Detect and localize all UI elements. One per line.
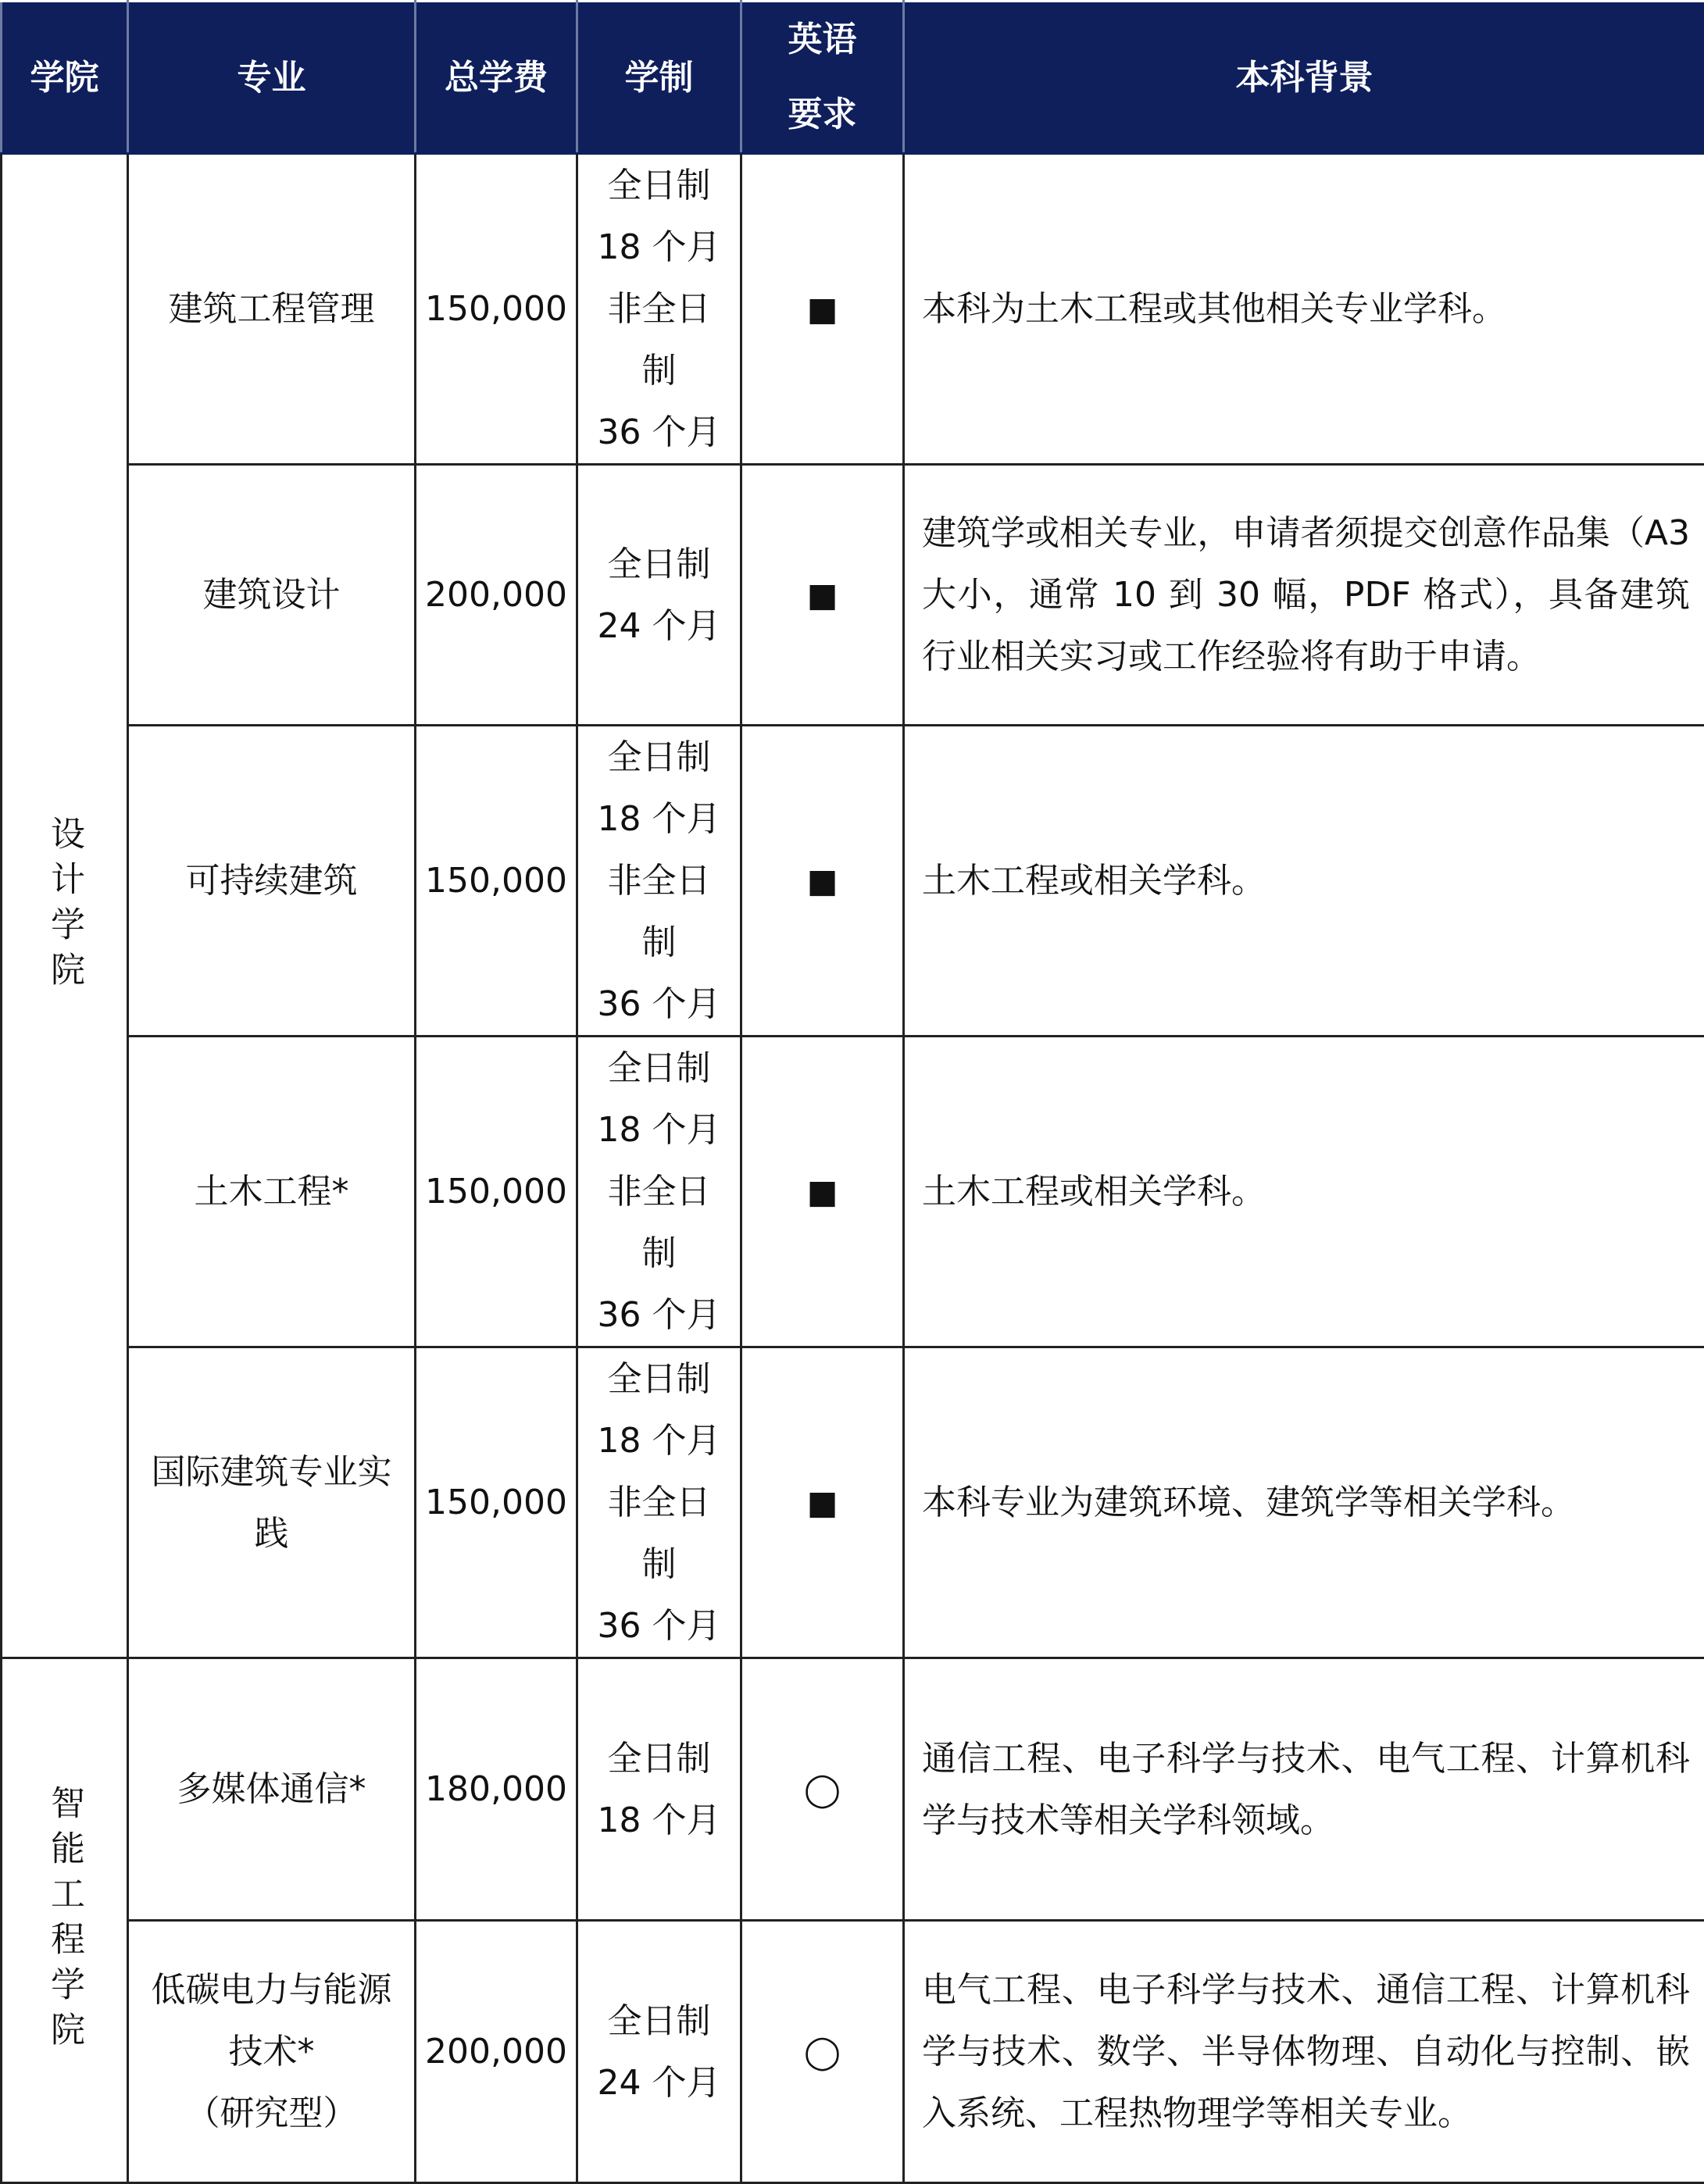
background-cell: 建筑学或相关专业，申请者须提交创意作品集（A3 大小，通常 10 到 30 幅，PDF 格式），具备建筑行业相关实习或工作经验将有助于申请。 bbox=[904, 465, 1704, 726]
duration-line: 24 个月 bbox=[578, 2052, 740, 2114]
fee-cell: 200,000 bbox=[416, 1921, 577, 2183]
duration-line: 18 个月 bbox=[578, 1790, 740, 1851]
duration-line: 全日制 bbox=[578, 1728, 740, 1790]
english-requirement-mark: ■ bbox=[741, 1347, 904, 1658]
duration-cell bbox=[577, 154, 741, 465]
english-requirement-mark: ■ bbox=[741, 154, 904, 465]
duration-line: 全日制 bbox=[578, 1037, 740, 1099]
duration-line: 全日制 bbox=[578, 726, 740, 788]
fee-cell: 150,000 bbox=[416, 154, 577, 465]
fee-cell: 150,000 bbox=[416, 1347, 577, 1658]
duration-line: 制 bbox=[578, 912, 740, 973]
table-row bbox=[2, 1921, 1704, 2183]
major-cell: 建筑设计 bbox=[128, 465, 416, 726]
duration-cell bbox=[577, 1658, 741, 1921]
duration-cell bbox=[577, 726, 741, 1037]
duration-cell bbox=[577, 1037, 741, 1347]
header-row bbox=[2, 2, 1704, 154]
english-requirement-mark: ◯ bbox=[741, 1658, 904, 1921]
table-row bbox=[2, 726, 1704, 1037]
duration-line: 36 个月 bbox=[578, 973, 740, 1035]
duration-line: 36 个月 bbox=[578, 401, 740, 463]
duration-line: 18 个月 bbox=[578, 1410, 740, 1472]
duration-line: 非全日 bbox=[578, 1161, 740, 1222]
english-requirement-mark: ◯ bbox=[741, 1921, 904, 2183]
duration-line: 非全日 bbox=[578, 850, 740, 912]
major-cell: 国际建筑专业实践 bbox=[128, 1347, 416, 1658]
major-cell: 可持续建筑 bbox=[128, 726, 416, 1037]
table-row bbox=[2, 154, 1704, 465]
duration-line: 全日制 bbox=[578, 155, 740, 216]
header-major: 专业 bbox=[128, 2, 416, 154]
header-background: 本科背景 bbox=[904, 2, 1704, 154]
duration-cell bbox=[577, 1347, 741, 1658]
duration-line: 18 个月 bbox=[578, 788, 740, 850]
duration-line: 24 个月 bbox=[578, 595, 740, 657]
english-requirement-mark: ■ bbox=[741, 726, 904, 1037]
table-row bbox=[2, 1037, 1704, 1347]
fee-cell: 150,000 bbox=[416, 1037, 577, 1347]
table-row bbox=[2, 1658, 1704, 1921]
duration-line: 制 bbox=[578, 1222, 740, 1284]
duration-line: 非全日 bbox=[578, 278, 740, 340]
background-cell: 土木工程或相关学科。 bbox=[904, 1037, 1704, 1347]
school-label: 设计学院 bbox=[34, 815, 95, 997]
school-cell-design bbox=[2, 154, 128, 1658]
duration-line: 全日制 bbox=[578, 1990, 740, 2052]
background-cell: 通信工程、电子科学与技术、电气工程、计算机科学与技术等相关学科领域。 bbox=[904, 1658, 1704, 1921]
duration-cell bbox=[577, 465, 741, 726]
header-english: 英语 要求 bbox=[741, 2, 904, 154]
duration-line: 18 个月 bbox=[578, 216, 740, 278]
header-duration: 学制 bbox=[577, 2, 741, 154]
duration-line: 制 bbox=[578, 340, 740, 401]
major-name: 低碳电力与能源技术* bbox=[152, 1970, 392, 2072]
background-cell: 电气工程、电子科学与技术、通信工程、计算机科学与技术、数学、半导体物理、自动化与控制、嵌入系统、工程热物理学等相关专业。 bbox=[904, 1921, 1704, 2183]
duration-line: 全日制 bbox=[578, 1348, 740, 1410]
major-cell: 土木工程* bbox=[128, 1037, 416, 1347]
table-row bbox=[2, 1347, 1704, 1658]
school-cell-smart bbox=[2, 1658, 128, 2183]
duration-line: 18 个月 bbox=[578, 1099, 740, 1161]
fee-cell: 150,000 bbox=[416, 726, 577, 1037]
duration-cell bbox=[577, 1921, 741, 2183]
background-cell: 本科为土木工程或其他相关专业学科。 bbox=[904, 154, 1704, 465]
fee-cell: 180,000 bbox=[416, 1658, 577, 1921]
fee-cell: 200,000 bbox=[416, 465, 577, 726]
major-cell: 建筑工程管理 bbox=[128, 154, 416, 465]
table-row bbox=[2, 465, 1704, 726]
english-requirement-mark: ■ bbox=[741, 1037, 904, 1347]
background-cell: 土木工程或相关学科。 bbox=[904, 726, 1704, 1037]
duration-line: 全日制 bbox=[578, 534, 740, 595]
duration-line: 非全日 bbox=[578, 1472, 740, 1533]
duration-line: 36 个月 bbox=[578, 1595, 740, 1657]
english-requirement-mark: ■ bbox=[741, 465, 904, 726]
header-fee: 总学费 bbox=[416, 2, 577, 154]
major-cell bbox=[128, 1921, 416, 2183]
background-cell: 本科专业为建筑环境、建筑学等相关学科。 bbox=[904, 1347, 1704, 1658]
duration-line: 制 bbox=[578, 1533, 740, 1595]
header-school: 学院 bbox=[2, 2, 128, 154]
major-note: （研究型） bbox=[140, 2082, 403, 2144]
school-label: 智能工程学院 bbox=[34, 1785, 95, 2057]
duration-line: 36 个月 bbox=[578, 1284, 740, 1346]
major-cell: 多媒体通信* bbox=[128, 1658, 416, 1921]
